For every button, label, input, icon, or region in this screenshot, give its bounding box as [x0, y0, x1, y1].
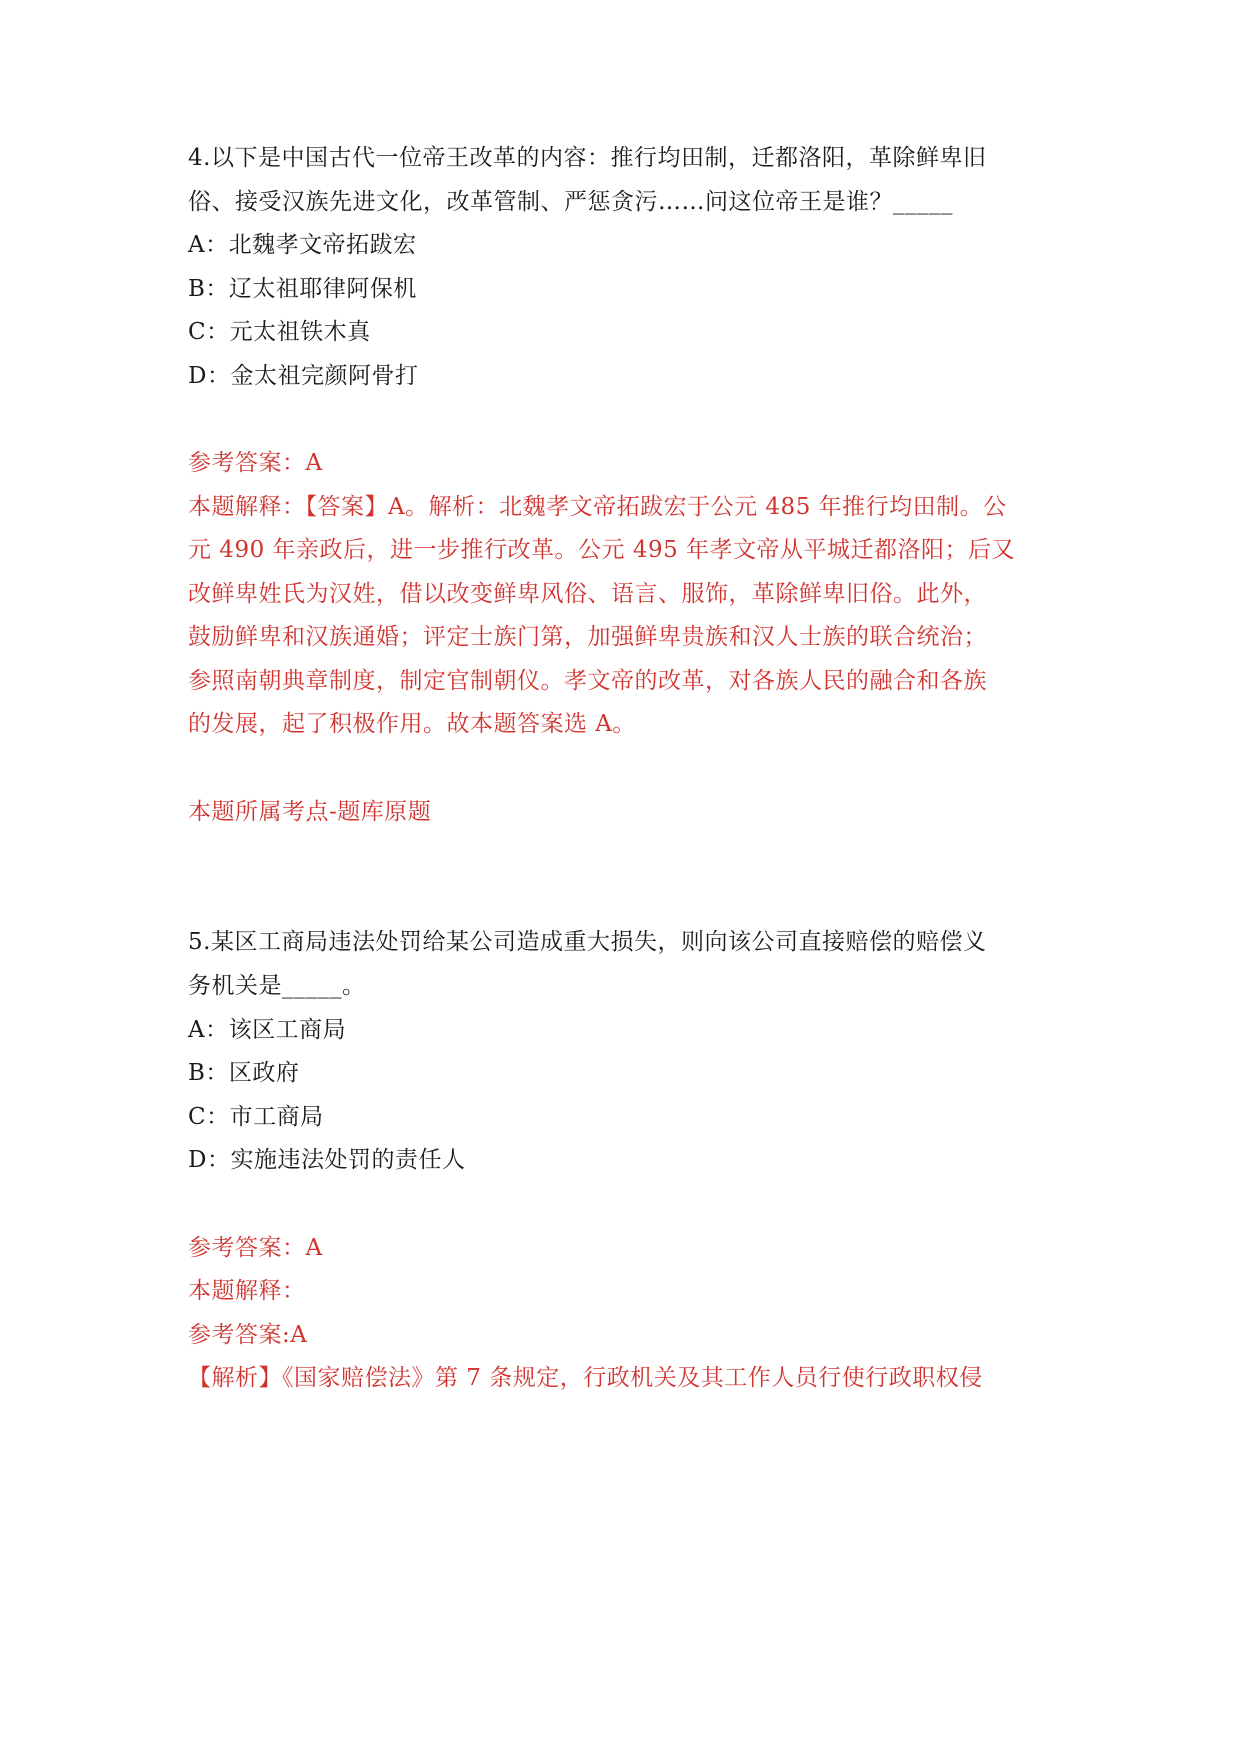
q4-explanation-line-6: 的发展，起了积极作用。故本题答案选 A。 [188, 711, 636, 737]
q5-answer: 参考答案：A [188, 1235, 323, 1261]
q5-stem-line-1: 5.某区工商局违法处罚给某公司造成重大损失，则向该公司直接赔偿的赔偿义 [188, 929, 987, 955]
q4-option-d: D：金太祖完颜阿骨打 [188, 363, 419, 389]
q4-stem-line-1: 4.以下是中国古代一位帝王改革的内容：推行均田制，迁都洛阳，革除鲜卑旧 [188, 145, 987, 171]
q5-explanation-line-2: 参考答案:A [188, 1322, 308, 1348]
q4-option-c: C：元太祖铁木真 [188, 319, 371, 345]
q4-stem-line-2: 俗、接受汉族先进文化，改革管制、严惩贪污……问这位帝王是谁？_____ [188, 189, 953, 215]
q5-explanation-line-3: 【解析】《国家赔偿法》第 7 条规定，行政机关及其工作人员行使行政职权侵 [188, 1365, 983, 1391]
q5-explanation-line-1: 本题解释： [188, 1278, 306, 1304]
q4-explanation-line-2: 元 490 年亲政后，进一步推行改革。公元 495 年孝文帝从平城迁都洛阳；后又 [188, 537, 1016, 563]
q4-option-b: B：辽太祖耶律阿保机 [188, 276, 417, 302]
q5-option-d: D：实施违法处罚的责任人 [188, 1147, 466, 1173]
q4-explanation-line-1: 本题解释：【答案】A。解析：北魏孝文帝拓跋宏于公元 485 年推行均田制。公 [188, 494, 1007, 520]
q4-explanation-line-3: 改鲜卑姓氏为汉姓，借以改变鲜卑风俗、语言、服饰，革除鲜卑旧俗。此外， [188, 581, 987, 607]
q4-point: 本题所属考点-题库原题 [188, 799, 432, 825]
q5-stem-line-2: 务机关是_____。 [188, 973, 366, 999]
q4-explanation-line-4: 鼓励鲜卑和汉族通婚；评定士族门第，加强鲜卑贵族和汉人士族的联合统治； [188, 624, 987, 650]
q5-option-c: C：市工商局 [188, 1104, 324, 1130]
q4-explanation-line-5: 参照南朝典章制度，制定官制朝仪。孝文帝的改革，对各族人民的融合和各族 [188, 668, 987, 694]
q4-option-a: A：北魏孝文帝拓跋宏 [188, 232, 417, 258]
q5-option-a: A：该区工商局 [188, 1017, 347, 1043]
q4-answer: 参考答案：A [188, 450, 323, 476]
q5-option-b: B：区政府 [188, 1060, 300, 1086]
